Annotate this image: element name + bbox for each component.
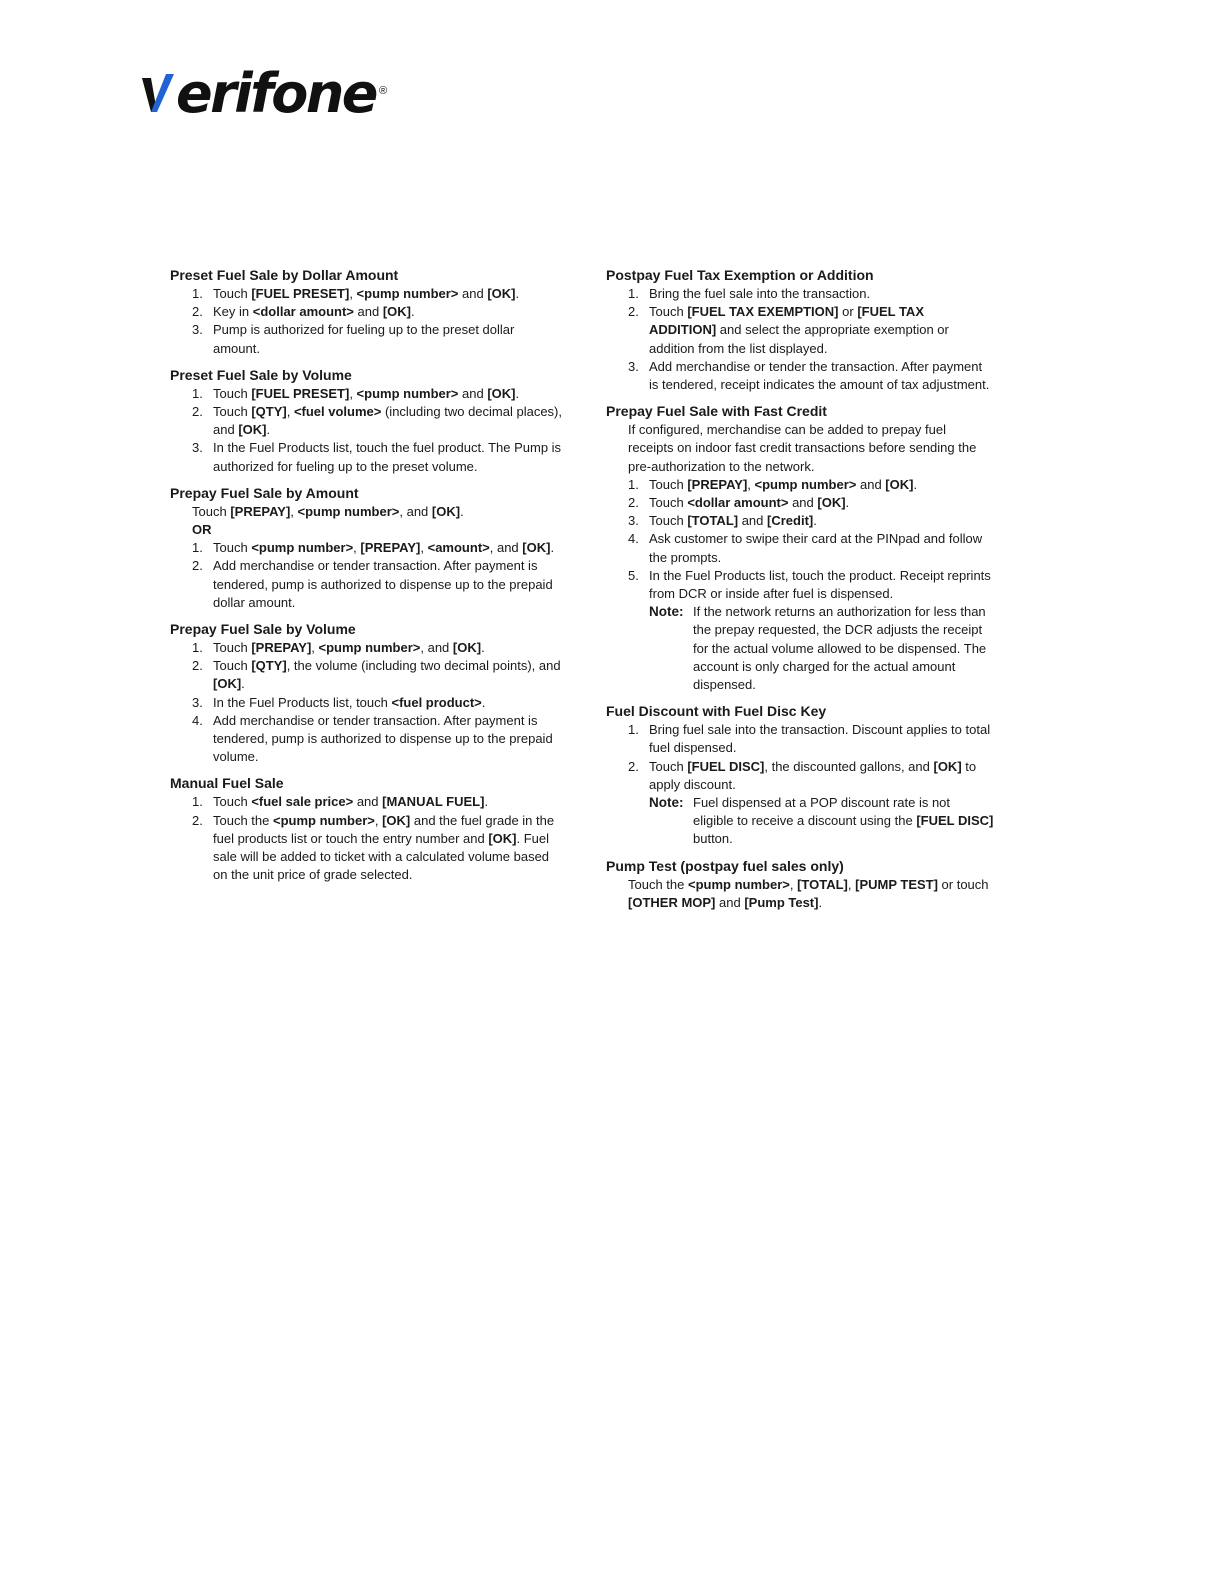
section-prepay-fast-credit	[606, 401, 994, 694]
or-separator: OR	[192, 522, 212, 538]
steps-list	[606, 476, 994, 603]
list-item: 2. Touch [QTY], <fuel volume> (including two decimal places), and [OK].	[192, 404, 562, 438]
list-item: 2. Key in <dollar amount> and [OK].	[192, 304, 415, 320]
list-item: 1. Touch [FUEL PRESET], <pump number> and [OK].	[192, 385, 520, 401]
section-title: Fuel Discount with Fuel Disc Key	[606, 703, 827, 720]
section-preset-volume	[170, 365, 562, 476]
left-column	[170, 265, 562, 891]
list-item: 3. Add merchandise or tender the transaction. After payment is tendered, receipt indicates the amount of tax adjustment.	[628, 358, 990, 393]
section-postpay-tax	[606, 265, 994, 394]
steps-list	[170, 793, 562, 884]
verifone-logo	[140, 62, 387, 126]
logo-wordmark: erifone	[176, 62, 376, 125]
steps-list	[170, 285, 562, 358]
list-item: 1. Touch <pump number>, [PREPAY], <amount>, and [OK].	[192, 540, 555, 556]
section-prepay-amount	[170, 483, 562, 612]
list-item: 1. Touch [PREPAY], <pump number> and [OK].	[628, 476, 918, 492]
paragraph: If configured, merchandise can be added to prepay fuel receipts on indoor fast credit transactions before sending the pre-authorization to the network.	[628, 422, 977, 474]
list-item: 1. Touch [PREPAY], <pump number>, and [OK].	[192, 640, 485, 656]
list-item: 1. Bring the fuel sale into the transaction.	[628, 286, 871, 301]
list-item: 5. In the Fuel Products list, touch the product. Receipt reprints from DCR or inside after fuel is dispensed.	[628, 567, 991, 602]
note: Note: If the network returns an authorization for less than the prepay requested, the DCR adjusts the receipt for the actual volume allowed to be dispensed. The account is only charged for the actual amount dispensed.	[649, 604, 987, 693]
list-item: 2. Touch [QTY], the volume (including two decimal points), and [OK].	[192, 658, 561, 692]
steps-list	[170, 539, 562, 612]
list-item: 2. Touch [FUEL TAX EXEMPTION] or [FUEL TAX ADDITION] and select the appropriate exemption or addition from the list displayed.	[628, 304, 949, 356]
steps-list	[606, 285, 994, 394]
section-preset-dollar	[170, 265, 562, 358]
paragraph: Touch the <pump number>, [TOTAL], [PUMP TEST] or touch [OTHER MOP] and [Pump Test].	[628, 876, 989, 910]
registered-mark: ®	[378, 85, 388, 97]
section-title: Pump Test (postpay fuel sales only)	[606, 857, 844, 874]
list-item: 1. Touch <fuel sale price> and [MANUAL FUEL].	[192, 794, 489, 810]
steps-list	[170, 639, 562, 766]
section-fuel-discount	[606, 701, 994, 848]
section-manual-fuel	[170, 773, 562, 884]
list-item: 1. Bring fuel sale into the transaction. Discount applies to total fuel dispensed.	[628, 722, 991, 756]
section-pump-test	[606, 856, 994, 912]
list-item: 2. Add merchandise or tender transaction. After payment is tendered, pump is authorized to dispense up to the prepaid dollar amount.	[192, 558, 553, 610]
right-column	[606, 265, 994, 919]
logo-v-mark-icon	[140, 62, 176, 126]
steps-list	[606, 721, 994, 794]
section-title: Manual Fuel Sale	[170, 775, 284, 792]
list-item: 3. In the Fuel Products list, touch the fuel product. The Pump is authorized for fueling up to the preset volume.	[192, 440, 562, 474]
note-label: Note:	[649, 604, 684, 620]
section-title: Prepay Fuel Sale by Volume	[170, 621, 356, 638]
paragraph: Touch [PREPAY], <pump number>, and [OK].	[192, 503, 464, 519]
steps-list	[170, 385, 562, 476]
list-item: 1. Touch [FUEL PRESET], <pump number> and [OK].	[192, 286, 520, 301]
section-prepay-volume	[170, 619, 562, 766]
list-item: 3. In the Fuel Products list, touch <fuel product>.	[192, 694, 486, 710]
section-title: Preset Fuel Sale by Dollar Amount	[170, 267, 399, 283]
list-item: 2. Touch [FUEL DISC], the discounted gallons, and [OK] to apply discount.	[628, 758, 977, 792]
list-item: 4. Add merchandise or tender transaction. After payment is tendered, pump is authorized to dispense up to the prepaid volume.	[192, 712, 553, 765]
list-item: 4. Ask customer to swipe their card at the PINpad and follow the prompts.	[628, 531, 983, 565]
section-title: Preset Fuel Sale by Volume	[170, 366, 352, 383]
section-title: Prepay Fuel Sale with Fast Credit	[606, 403, 827, 420]
section-title: Prepay Fuel Sale by Amount	[170, 484, 359, 501]
list-item: 3. Pump is authorized for fueling up to the preset dollar amount.	[192, 322, 515, 356]
list-item: 2. Touch <dollar amount> and [OK].	[628, 495, 850, 511]
note: Note: Fuel dispensed at a POP discount rate is not eligible to receive a discount using the [FUEL DISC] button.	[649, 795, 994, 847]
note-label: Note:	[649, 795, 684, 811]
list-item: 2. Touch the <pump number>, [OK] and the fuel grade in the fuel products list or touch the entry number and [OK]. Fuel sale will be added to ticket with a calculated volume based on the unit price of grade selected.	[192, 812, 555, 883]
list-item: 3. Touch [TOTAL] and [Credit].	[628, 513, 817, 529]
section-title: Postpay Fuel Tax Exemption or Addition	[606, 267, 874, 283]
